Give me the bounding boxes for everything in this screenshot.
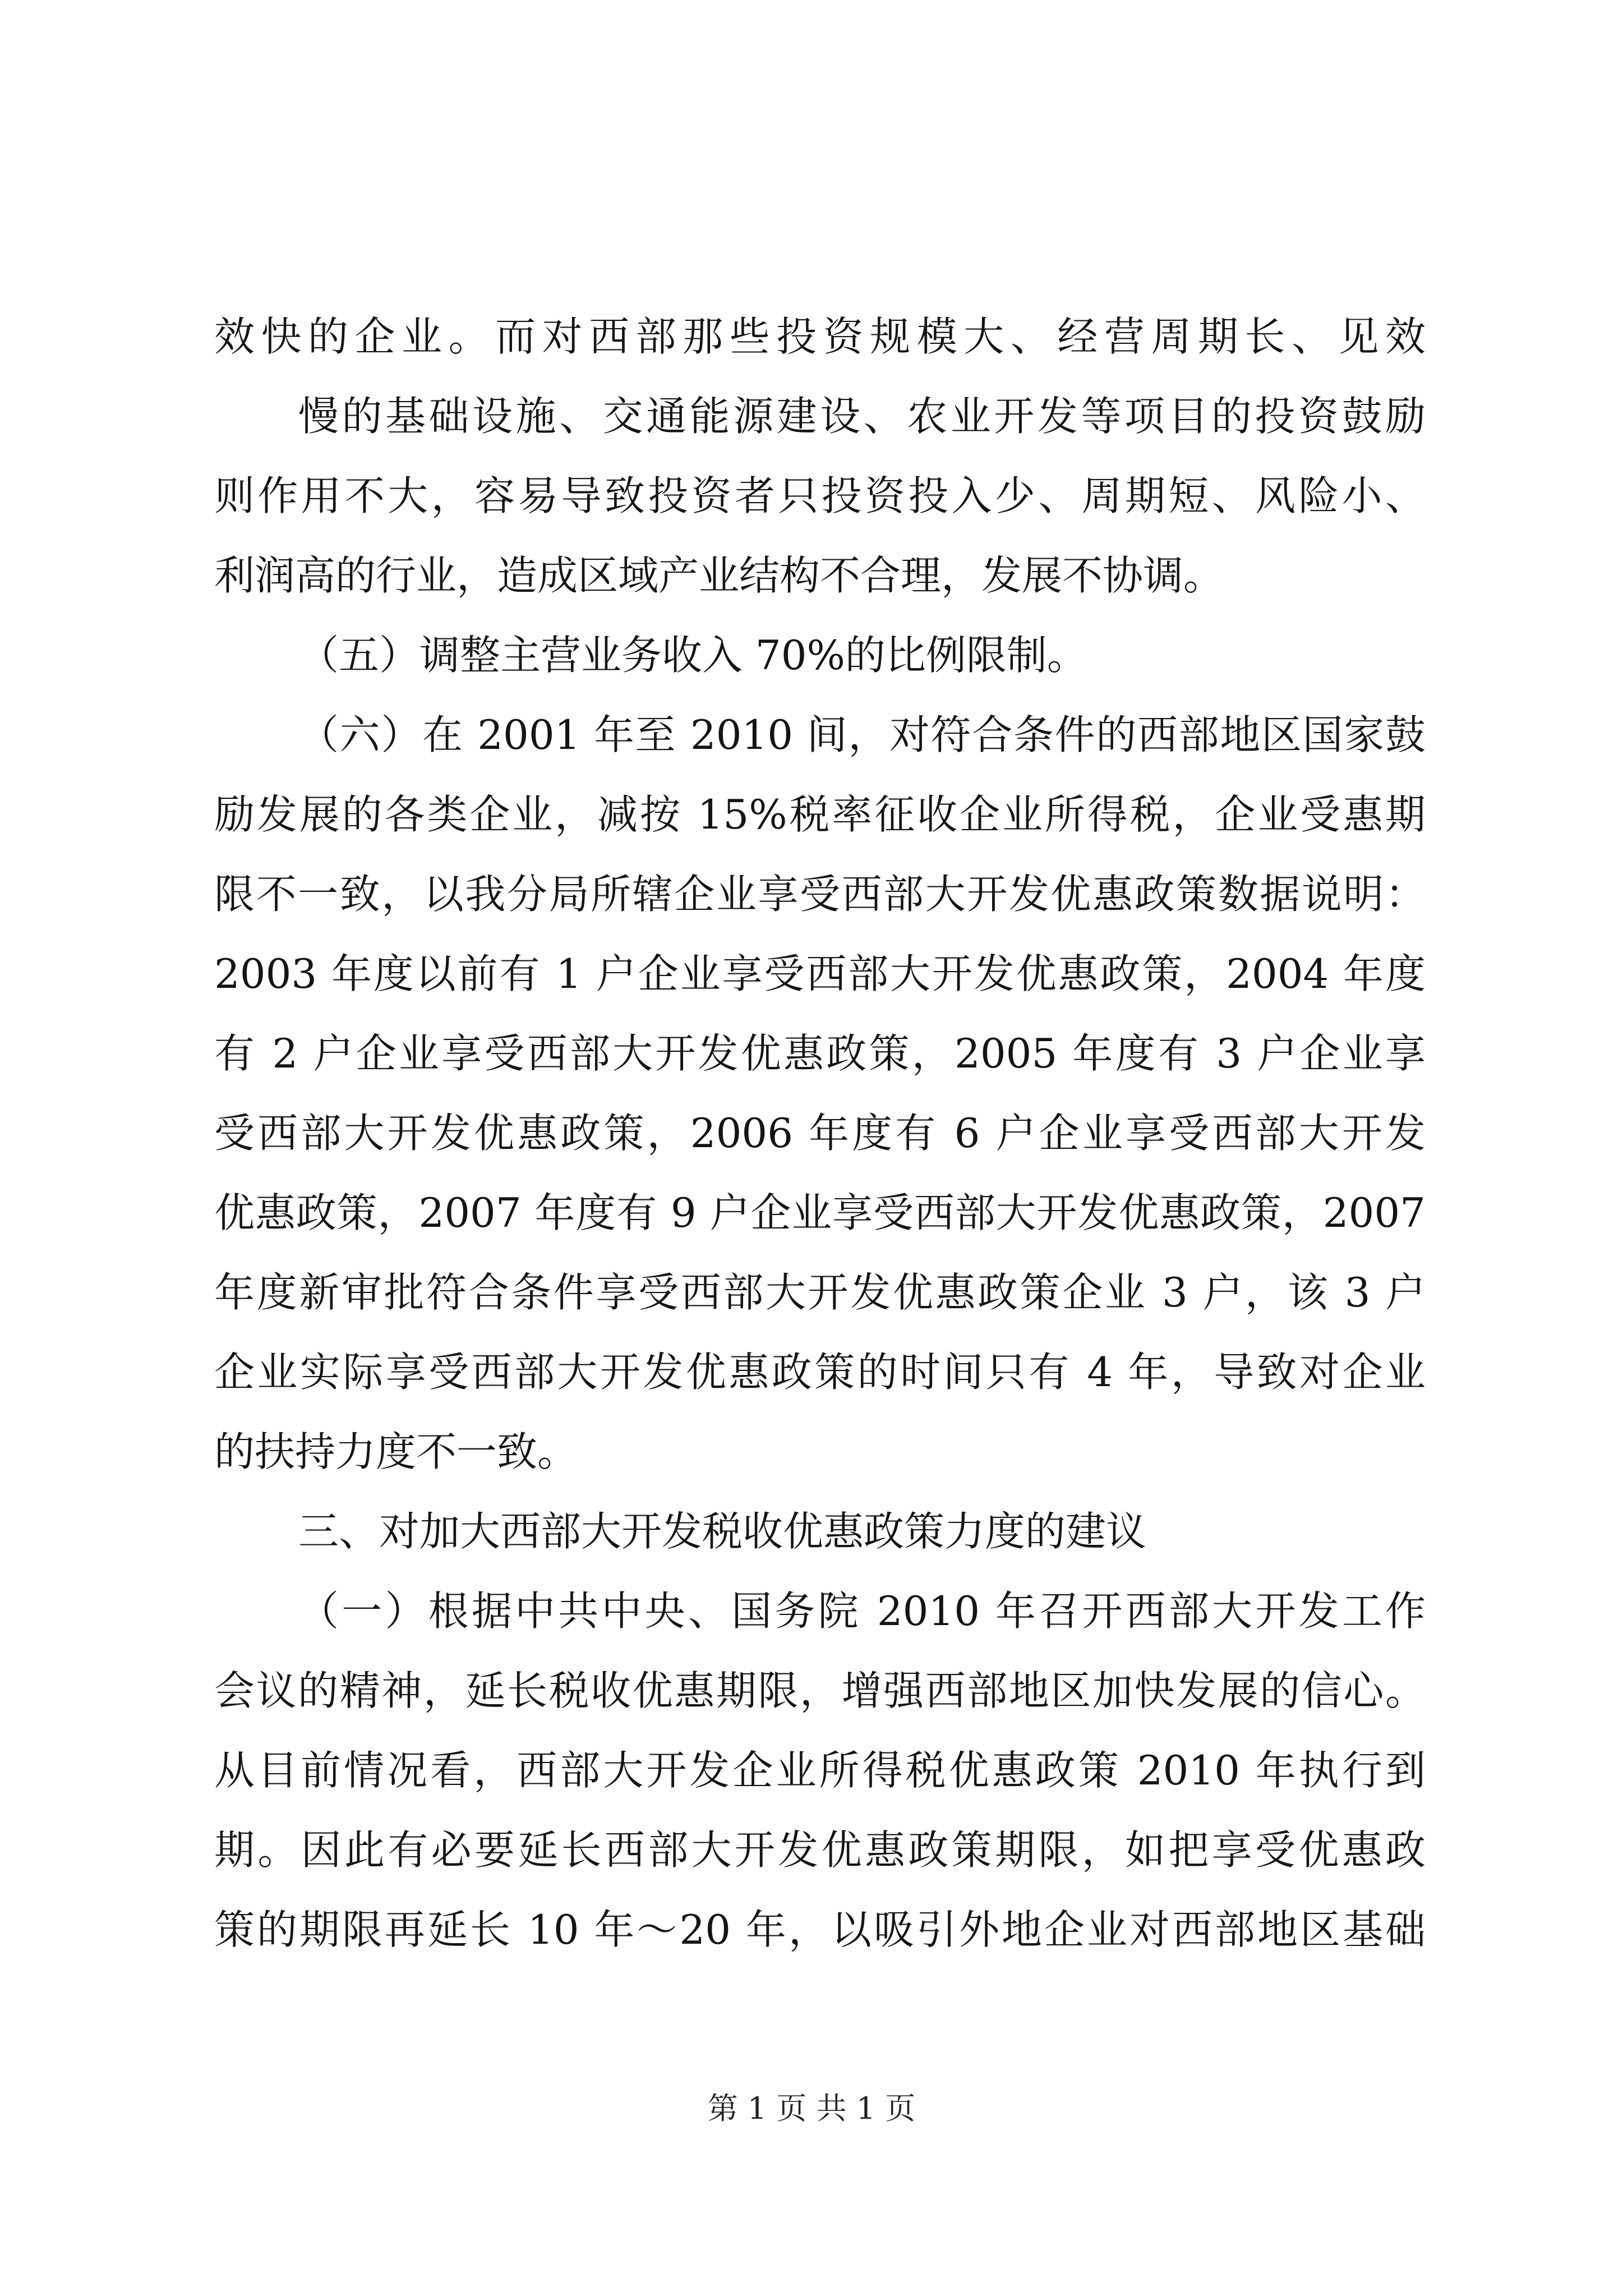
page-number-footer: 第 1 页 共 1 页 [707,2091,916,2126]
text-line: 则作用不大，容易导致投资者只投资投入少、周期短、风险小、 [214,472,1426,519]
text-line: 受西部大开发优惠政策，2006 年度有 6 户企业享受西部大开发 [214,1110,1426,1157]
text-line: 企业实际享受西部大开发优惠政策的时间只有 4 年，导致对企业 [214,1349,1426,1396]
text-line: （五）调整主营业务收入 70%的比例限制。 [298,632,1087,679]
text-line: 策的期限再延长 10 年～20 年，以吸引外地企业对西部地区基础 [214,1906,1426,1953]
text-line: 限不一致，以我分局所辖企业享受西部大开发优惠政策数据说明： [214,871,1426,918]
text-line: 年度新审批符合条件享受西部大开发优惠政策企业 3 户，该 3 户 [214,1269,1426,1316]
text-line: 期。因此有必要延长西部大开发优惠政策期限，如把享受优惠政 [214,1826,1426,1874]
section-heading: 三、对加大西部大开发税收优惠政策力度的建议 [298,1508,1147,1555]
text-line: 利润高的行业，造成区域产业结构不合理，发展不协调。 [214,552,1224,599]
text-line: 从目前情况看，西部大开发企业所得税优惠政策 2010 年执行到 [214,1747,1426,1794]
text-line: 效快的企业。而对西部那些投资规模大、经营周期长、见效 [214,313,1426,360]
text-line: （一）根据中共中央、国务院 2010 年召开西部大开发工作 [298,1588,1426,1635]
text-line: 2003 年度以前有 1 户企业享受西部大开发优惠政策，2004 年度 [214,950,1426,997]
text-line: 慢的基础设施、交通能源建设、农业开发等项目的投资鼓励 [298,393,1426,440]
text-line: 的扶持力度不一致。 [214,1428,578,1475]
text-line: 励发展的各类企业，减按 15%税率征收企业所得税，企业受惠期 [214,791,1426,838]
text-line: （六）在 2001 年至 2010 间，对符合条件的西部地区国家鼓 [298,711,1426,758]
text-line: 会议的精神，延长税收优惠期限，增强西部地区加快发展的信心。 [214,1667,1426,1714]
text-line: 有 2 户企业享受西部大开发优惠政策，2005 年度有 3 户企业享 [214,1030,1426,1077]
text-line: 优惠政策，2007 年度有 9 户企业享受西部大开发优惠政策，2007 [214,1189,1426,1236]
